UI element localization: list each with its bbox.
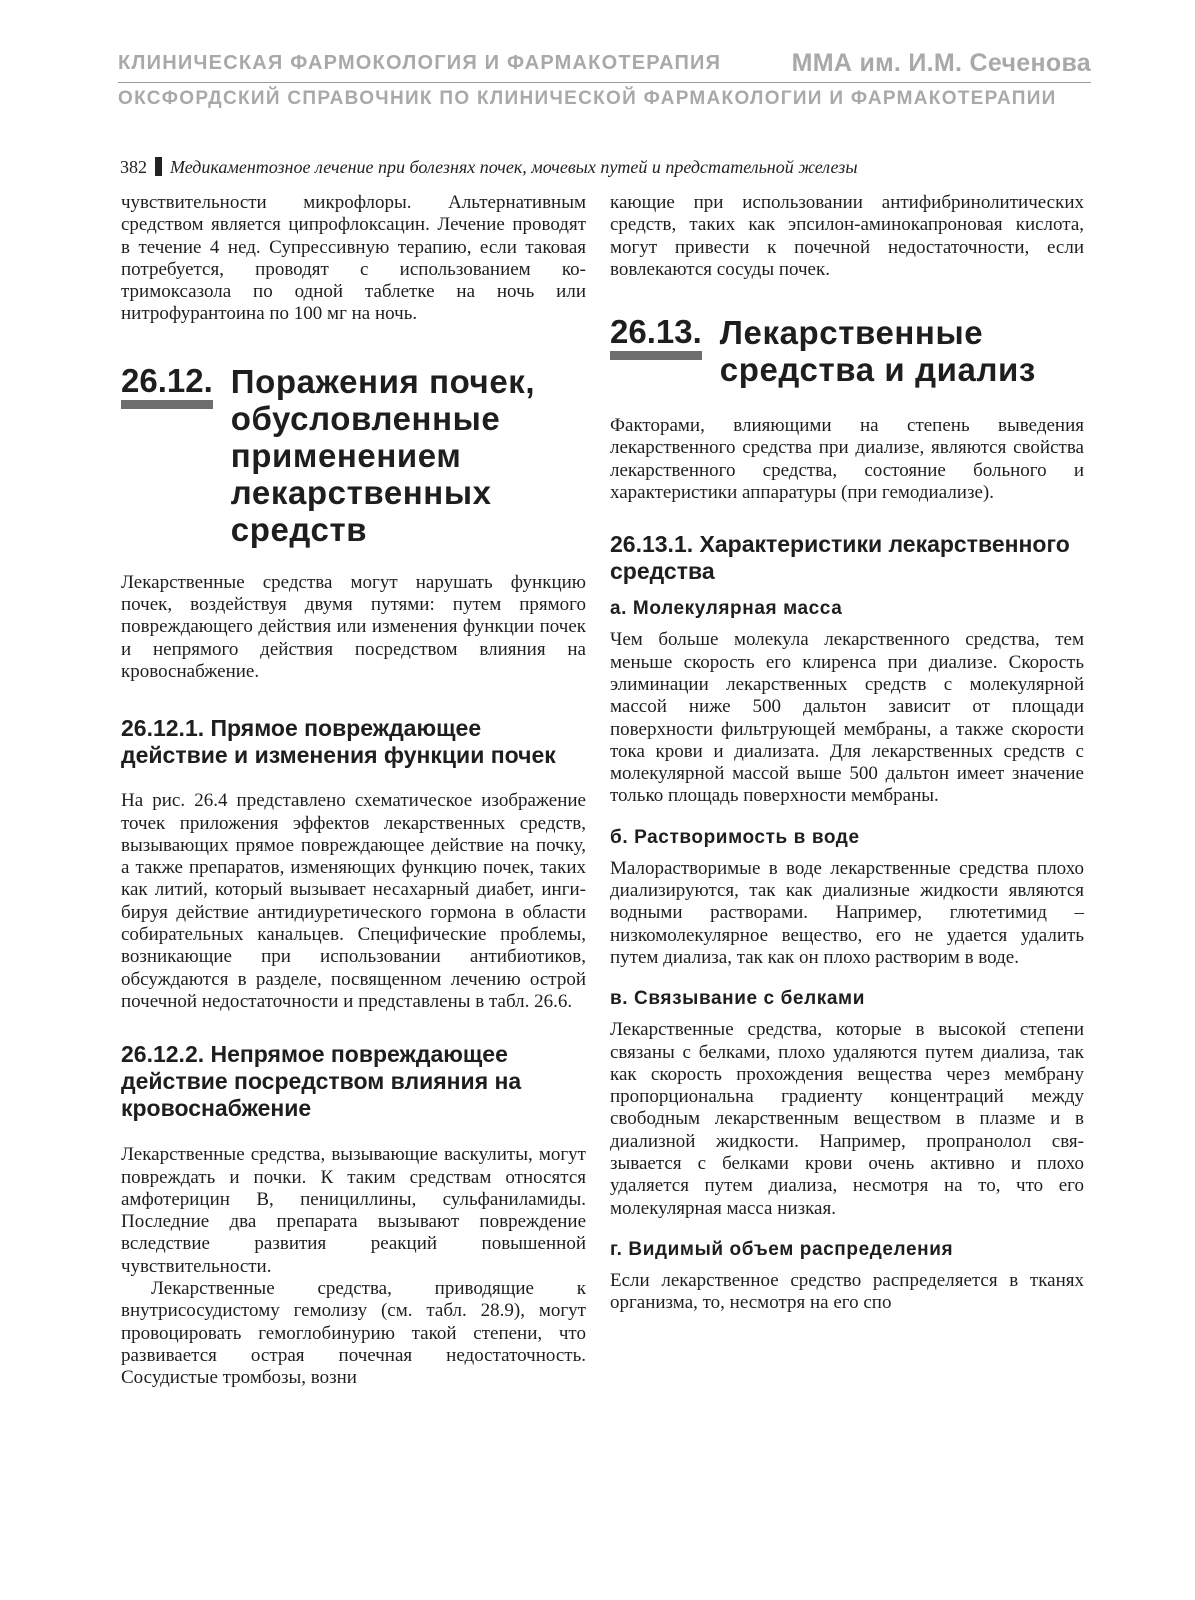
- subsection-26-13-1-heading: 26.13.1. Характеристики лекарственного средства: [610, 531, 1070, 585]
- right-column: [610, 192, 1084, 1315]
- section-26-13-heading: [610, 314, 1084, 388]
- section-26-13-paragraph: Факторами, влияющими на степень выведения лекарственного средства при диализе, являются свойства лекарственного средства, состояние больного и характеристики аппаратуры (при гемодиализе).: [610, 415, 1084, 504]
- left-column: [121, 192, 586, 1390]
- subsection-26-12-2-heading: 26.12.2. Непрямое повреждающее действие посредством влияния на кровоснабжение: [121, 1041, 522, 1122]
- subsection-26-12-1-heading: 26.12.1. Прямое повреждающее действие и изменения функции почек: [121, 715, 556, 769]
- item-v-heading: в. Связывание с белками: [610, 988, 865, 1010]
- subsection-26-12-2-paragraph-1: Лекарственные средства, вызывающие васкулиты, могут повреждать и почки. К таким средствам относятся амфотерицин В, пенициллины, сульфаниламиды. Последние два препарата вызывают повреждение вследствие развития реакций повышенной чувствительности.: [121, 1144, 586, 1277]
- running-header: [120, 157, 858, 178]
- item-b-heading: б. Растворимость в воде: [610, 826, 860, 848]
- item-g-heading: г. Видимый объем распределения: [610, 1238, 954, 1260]
- section-title: Поражения почек, обусловленные применением лекарственных средств: [230, 362, 536, 548]
- item-b-paragraph: Малорастворимые в воде лекарственные средства плохо диализируются, так как диализные жидкости являются водными растворами. Например, глютетимид – низкомолекулярное вещество, его не удается удалить путем диализа, так как он плохо растворим в воде.: [610, 857, 1084, 968]
- banner-institution: ММА им. И.М. Сеченова: [791, 49, 1091, 77]
- subsection-26-12-1-paragraph: На рис. 26.4 представлено схематическое изображение точек приложения эффектов лекарственных средств, вызывающих прямое повреждающее действие на почку, а также препаратов, изменяющих функцию почек, таких как литий, который вызывает несахарный диабет, ингибируя действие антидиуретического гормона в области собирательных канальцев. Специфические проблемы, возникающие при использовании антибиотиков, обсуждаются в разделе, посвященном лечению острой почечной недостаточности и представлены в табл. 26.6.: [121, 790, 586, 1012]
- subsection-26-12-2-paragraph-2: Лекарственные средства, приводящие к внутрисосудистому гемолизу (см. табл. 28.9), могут провоцировать гемоглобинурию такой степени, что развивается острая почечная недостаточность. Сосудистые тромбозы, возни: [121, 1278, 586, 1389]
- banner-book-title: ОКСФОРДСКИЙ СПРАВОЧНИК ПО КЛИНИЧЕСКОЙ ФАРМАКОЛОГИИ И ФАРМАКОТЕРАПИИ: [118, 88, 1057, 109]
- section-26-12-heading: [121, 363, 586, 548]
- right-intro-paragraph: кающие при использовании антифибринолитических средств, таких как эпсилон-аминокапроновая кислота, могут привести к почечной недостаточности, если вовлекаются сосуды почек.: [610, 192, 1084, 280]
- banner-course-title: КЛИНИЧЕСКАЯ ФАРМОКОЛОГИЯ И ФАРМАКОТЕРАПИЯ: [118, 52, 722, 74]
- section-number: 26.12.: [121, 363, 213, 409]
- section-number: 26.13.: [610, 314, 702, 360]
- section-title: Лекарственные средства и диализ: [719, 314, 1036, 389]
- page-number: 382: [120, 157, 147, 177]
- item-a-paragraph: Чем больше молекула лекарственного средства, тем меньше скорость его клиренса при диализе. Скорость элиминации лекарственных средств с молекулярной массой ниже 500 дальтон зависит от площади поверхности фильтрующей мембраны, а также скорости тока крови и диализата. Для лекарственных средств с молекулярной массой выше 500 дальтон имеет значение только площадь поверхности мембраны.: [610, 629, 1084, 807]
- header-marker: [155, 157, 162, 176]
- item-g-paragraph: Если лекарственное средство распределяется в тканях организма, то, несмотря на его спо: [610, 1269, 1084, 1314]
- item-v-paragraph: Лекарственные средства, которые в высокой степени связаны с белками, плохо удаляются путем диализа, так как скорость прохождения вещества через мембрану пропорциональна градиенту концентраций между свободным лекарственным веществом в плазме и в диализной жидкости. Например, пропранолол связывается с белками крови очень активно и плохо удаляется путем диализа, несмотря на то, что его молекулярная масса низкая.: [610, 1019, 1084, 1219]
- banner-top: [118, 49, 1091, 83]
- item-a-heading: а. Молекулярная масса: [610, 598, 843, 620]
- section-26-12-paragraph: Лекарственные средства могут нарушать функцию почек, воздействуя двумя путями: путем прямого повреждающего действия или изменения функции почек и непрямого действия посредством влияния на кровоснабжение.: [121, 571, 586, 682]
- left-intro-paragraph: чувствительности микрофлоры. Альтернативным средством является ципрофлоксацин. Лечение проводят в течение 4 нед. Супрессивную терапию, если таковая потребуется, проводят с использованием ко-тримоксазола по одной таблетке на ночь или нитрофурантоина по 100 мг на ночь.: [121, 192, 586, 325]
- chapter-running-title: Медикаментозное лечение при болезнях почек, мочевых путей и предстательной железы: [170, 157, 858, 177]
